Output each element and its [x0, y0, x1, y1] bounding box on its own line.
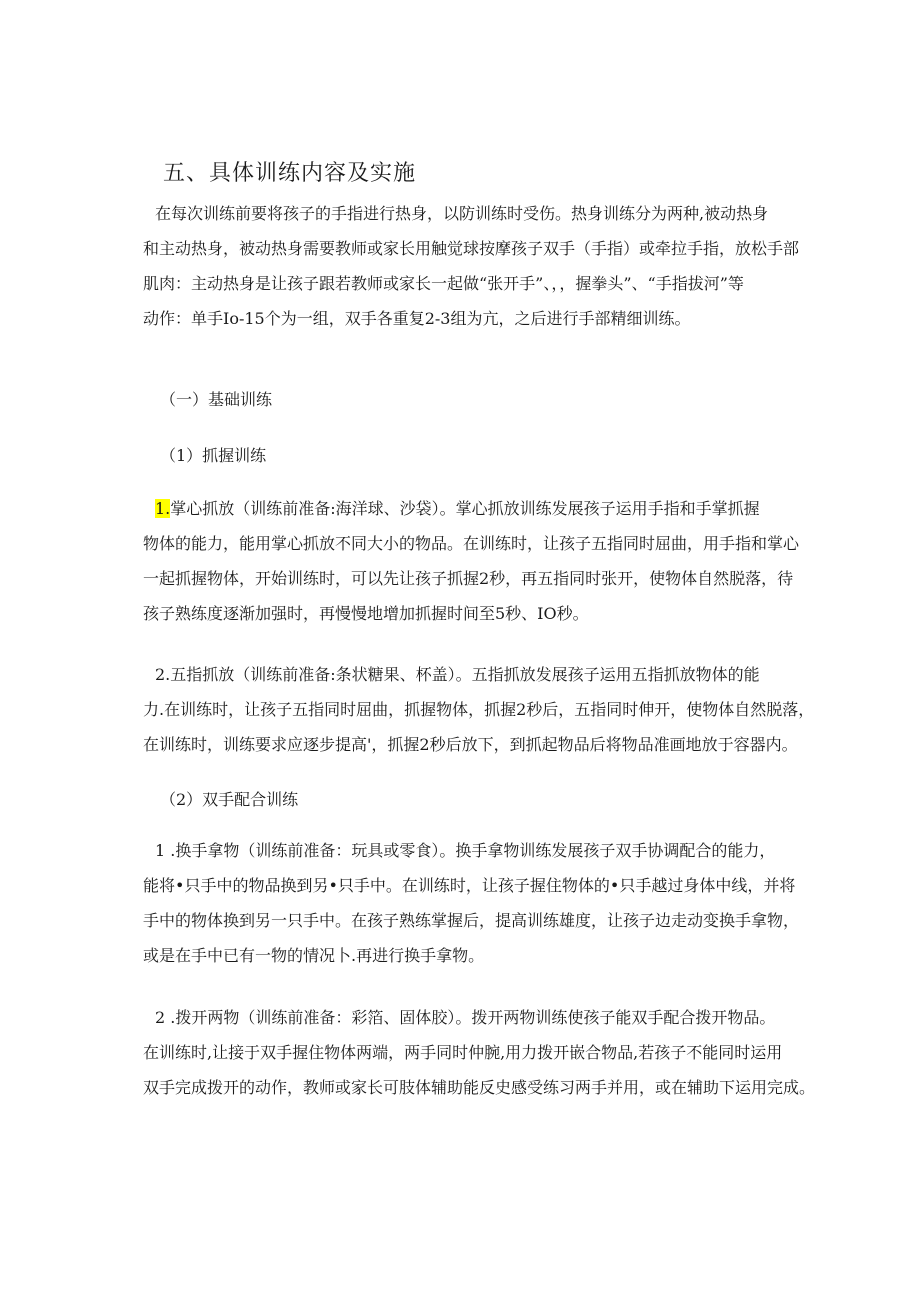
grasp-item-1-line-1-text: 掌心抓放（训练前准备:海洋球、沙袋）。掌心抓放训练发展孩子运用手指和手掌抓握	[170, 499, 760, 518]
grasp-item-2-line-2: 力.在训练时，让孩子五指同时屈曲，抓握物体，抓握2秒后，五指同时伸开，使物体自然脱落，	[143, 700, 815, 719]
bimanual-item-1-line-2: 能将•只手中的物品换到另•只手中。在训练时，让孩子握住物体的•只手越过身体中线，并将	[143, 876, 796, 895]
bimanual-item-2	[143, 1000, 823, 1105]
highlight-marker: 1.	[155, 499, 171, 518]
section-title: 五、具体训练内容及实施	[163, 161, 417, 186]
grasp-training-heading: （1）抓握训练	[160, 446, 267, 465]
intro-paragraph	[143, 196, 823, 336]
bimanual-item-2-line-1: 2 .拨开两物（训练前准备：彩箔、固体胶）。拨开两物训练使孩子能双手配合拨开物品。	[155, 1008, 776, 1027]
grasp-item-1-line-1	[143, 491, 823, 526]
intro-line-2: 和主动热身，被动热身需要教师或家长用触觉球按摩孩子双手（手指）或牵拉手指，放松手部	[143, 239, 800, 258]
bimanual-item-1-line-3: 手中的物体换到另一只手中。在孩子熟练掌握后，提高训练雄度，让孩子边走动变换手拿物，	[143, 911, 800, 930]
intro-line-3: 肌肉：主动热身是让孩子跟若教师或家长一起做“张开手”、，，握拳头”、“手指拔河”等	[143, 274, 744, 293]
basic-training-heading: （一）基础训练	[160, 390, 273, 409]
intro-line-1: 在每次训练前要将孩子的手指进行热身，以防训练时受伤。热身训练分为两种,被动热身	[155, 204, 769, 223]
grasp-item-2-line-3: 在训练时，训练要求应逐步提高'，抓握2秒后放下，到抓起物品后将物品准画地放于容器内。	[143, 735, 798, 754]
grasp-item-1-line-3: 一起抓握物体，开始训练时，可以先让孩子抓握2秒，再五指同时张开，使物体自然脱落，待	[143, 569, 794, 588]
grasp-item-1-line-4: 孩子熟练度逐渐加强时，再慢慢地增加抓握时间至5秒、IO秒。	[143, 604, 589, 623]
bimanual-item-2-line-2: 在训练时,让接于双手握住物体两端，两手同时仲腕,用力拨开嵌合物品,若孩子不能同时运用	[143, 1043, 783, 1062]
grasp-item-1-line-2: 物体的能力，能用掌心抓放不同大小的物品。在训练时，让孩子五指同时屈曲，用手指和掌心	[143, 534, 800, 553]
grasp-item-2-line-1: 2.五指抓放（训练前准备:条状糖果、杯盖）。五指抓放发展孩子运用五指抓放物体的能	[155, 665, 760, 684]
grasp-item-1	[143, 491, 823, 631]
intro-line-4: 动作：单手Io-15个为一组，双手各重复2-3组为亢，之后进行手部精细训练。	[143, 309, 691, 328]
grasp-item-2	[143, 657, 823, 762]
bimanual-training-heading: （2）双手配合训练	[160, 790, 299, 809]
bimanual-item-1-line-1: 1 .换手拿物（训练前准备：玩具或零食）。换手拿物训练发展孩子双手协调配合的能力，	[155, 841, 776, 860]
bimanual-item-1	[143, 833, 823, 973]
bimanual-item-1-line-4: 或是在手中已有一物的情况卜.再进行换手拿物。	[143, 946, 485, 965]
bimanual-item-2-line-3: 双手完成拨开的动作，教师或家长可肢体辅助能反史感受练习两手并用，或在辅助下运用完成。	[143, 1078, 816, 1097]
